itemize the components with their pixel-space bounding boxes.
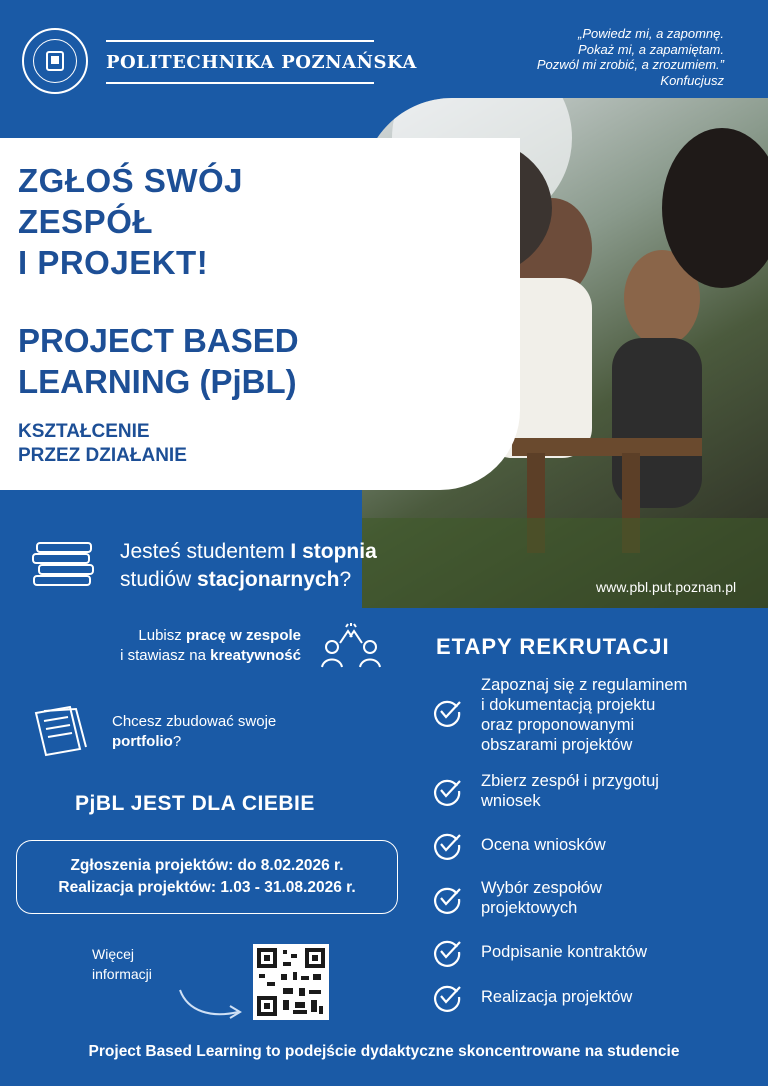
check-circle-icon [432,776,462,806]
teamwork-question [67,626,301,666]
step-line: Zbierz zespół i przygotuj [481,772,659,790]
step-line: i dokumentacją projektu [481,696,656,714]
check-circle-icon [432,982,462,1012]
text-bold: I stopnia [290,540,377,563]
recruitment-step [481,675,751,755]
text: Lubisz [138,627,186,644]
headline [18,160,243,283]
recruitment-step [481,987,751,1007]
check-circle-icon [432,884,462,914]
crest-icon [33,39,77,83]
recruitment-step [481,771,751,811]
text-bold: kreatywność [210,647,301,664]
text: informacji [92,966,152,982]
text: Jesteś studentem [120,540,291,563]
books-icon [30,538,100,590]
footer-tagline: Project Based Learning to podejście dydaktyczne skoncentrowane na studencie [88,1043,680,1060]
student-question [120,538,377,594]
text: Chcesz zbudować swoje [112,713,277,730]
dates-box [16,840,398,914]
subtitle-line: KSZTAŁCENIE [18,421,150,442]
text: ? [339,568,352,591]
for-you-heading: PjBL JEST DLA CIEBIE [75,792,315,815]
confucius-quote [424,26,724,88]
step-line: projektowych [481,899,578,917]
quote-line: „Powiedz mi, a zapomnę. [578,26,724,41]
text-bold: pracę w zespole [185,627,301,644]
step-line: wniosek [481,792,541,810]
program-name-line: PROJECT BASED [18,322,299,359]
high-five-icon [316,622,386,670]
quote-line: Pozwól mi zrobić, a zrozumiem.” [536,57,724,72]
quote-author: Konfucjusz [660,72,724,88]
submission-date: Zgłoszenia projektów: do 8.02.2026 r. [70,857,344,874]
step-line: Wybór zespołów [481,879,602,897]
step-line: Zapoznaj się z regulaminem [481,676,688,694]
header-rule-top [106,40,374,42]
step-line: Realizacja projektów [481,988,633,1006]
headline-line: ZGŁOŚ SWÓJ [18,162,244,199]
check-circle-icon [432,937,462,967]
headline-line: I PROJEKT! [18,244,209,281]
recruitment-step [481,835,751,855]
arrow-icon [176,984,248,1029]
subtitle-line: PRZEZ DZIAŁANIE [18,445,187,466]
program-name-line: LEARNING (PjBL) [18,363,297,400]
recruitment-step [481,878,751,918]
headline-line: ZESPÓŁ [18,203,154,240]
check-circle-icon [432,830,462,860]
step-line: Ocena wniosków [481,836,606,854]
step-line: obszarami projektów [481,736,633,754]
text-bold: stacjonarnych [197,568,340,591]
recruitment-step [481,942,751,962]
qr-code[interactable] [253,944,329,1020]
quote-line: Pokaż mi, a zapamiętam. [578,41,724,57]
text: studiów [120,568,198,591]
university-logo [22,28,88,94]
text-bold: portfolio [112,733,173,750]
step-line: Podpisanie kontraktów [481,943,648,961]
program-subtitle [18,420,187,468]
check-circle-icon [432,697,462,727]
step-line: oraz proponowanymi [481,716,635,734]
recruitment-title: ETAPY REKRUTACJI [436,634,670,659]
documents-icon [28,702,96,760]
more-info-label [92,944,152,984]
realization-date: Realizacja projektów: 1.03 - 31.08.2026 r. [58,879,356,896]
text: ? [172,733,182,750]
portfolio-question [112,712,276,752]
website-link[interactable]: www.pbl.put.poznan.pl [596,579,737,595]
text: Więcej [92,946,135,962]
university-name: POLITECHNIKA POZNAŃSKA [106,52,417,73]
text: i stawiasz na [120,647,211,664]
header-rule-bottom [106,82,374,84]
program-name [18,320,299,402]
